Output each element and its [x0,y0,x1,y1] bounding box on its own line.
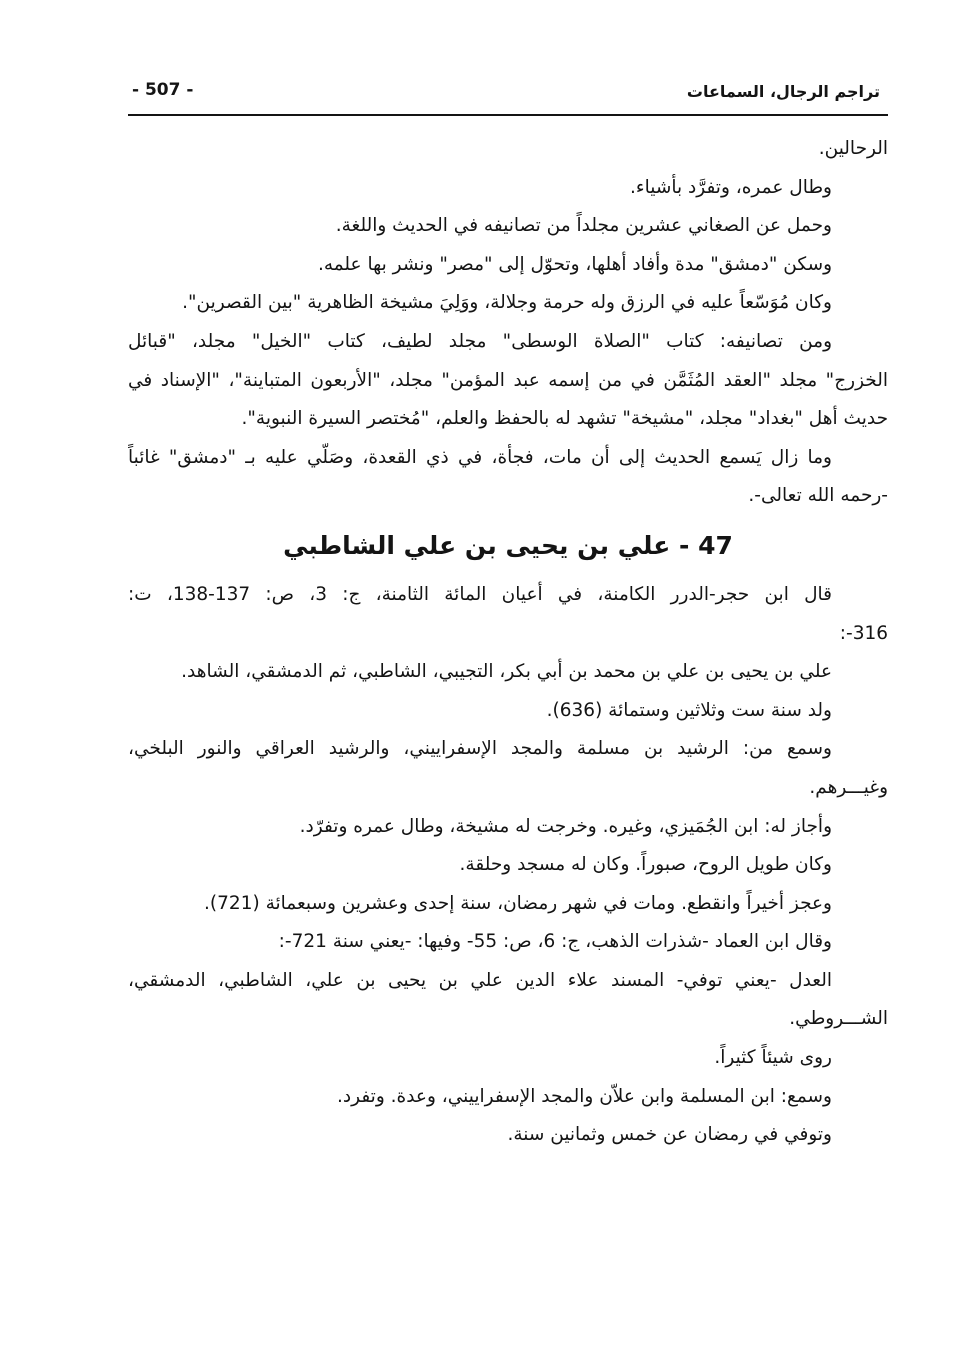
text-line: روى شيئاً كثيراً. [714,1047,832,1069]
text-line: وأجاز له: ابن الجُمَيزي، وغيره. وخرجت له مشيخة، وطال عمره وتفرّد. [299,815,832,837]
text-line: وغيـــرهم. [809,776,888,798]
text-line: وتوفي في رمضان عن خمس وثمانين سنة. [507,1124,832,1146]
text-line: وعجز أخيراً وانقطع. ومات في شهر رمضان، سنة إحدى وعشرين وسبعمائة (721). [204,892,832,914]
text-line: ومن تصانيفه: كتاب "الصلاة الوسطى" مجلد لطيف، كتاب "الخيل" مجلد، "قبائل [128,330,832,352]
text-line: الشـــروطي. [789,1008,888,1030]
text-line: حديث أهل "بغداد" مجلد، "مشيخة" تشهد له بالحفظ والعلم، "مُختصر السيرة النبوية". [241,408,888,430]
text-line: وطال عمره، وتفرَّد بأشياء. [630,176,832,198]
text-line: وما زال يَسمع الحديث إلى أن مات، فجأة، في ذي القعدة، وصَلّي عليه بـ "دمشق" غائباً [128,446,832,468]
header-rule [128,114,888,116]
text-line: وكان مُوَسّعاً عليه في الرزق وله حرمة وجلالة، ووَلِيَ مشيخة الظاهرية "بين القصرين". [182,292,832,314]
text-line: علي بن يحيى بن علي بن محمد بن أبي بكر، التجيبي، الشاطبي، ثم الدمشقي، الشاهد. [181,661,832,683]
entry-heading: 47 - علي بن يحيى بن علي الشاطبي [283,530,733,560]
previous-entry-continuation [128,130,888,516]
text-line: العدل -يعني توفي- المسند علاء الدين علي بن يحيى بن علي، الشاطبي، الدمشقي، [128,969,832,991]
text-line: 316-: [839,622,888,644]
page-body [128,130,888,1155]
text-line: وسمع: ابن المسلمة وابن علاّن والمجد الإسفراييني، وعدة. وتفرد. [337,1085,832,1107]
text-line: -رحمه الله تعالى-. [748,485,888,507]
page-header [128,68,888,116]
text-line: وكان طويل الروح، صبوراً. وكان له مسجد وحلقة. [459,854,832,876]
text-line: ولد سنة ست وثلاثين وستمائة (636). [546,699,832,721]
text-line: وحمل عن الصغاني عشرين مجلداً من تصانيفه في الحديث واللغة. [335,215,832,237]
page-number: - 507 - [132,80,194,100]
text-line: الرحالين. [818,138,888,159]
running-header-title: تراجم الرجال، السماعات [686,82,880,101]
text-line: وسكن "دمشق" مدة وأفاد أهلها، وتحوّل إلى "مصر" ونشر بها علمه. [317,253,832,275]
text-line: قال ابن حجر-الدرر الكامنة، في أعيان المائة الثامنة، ج: 3، ص: 137-138، ت: [128,583,832,605]
entry-47-body [128,576,888,1155]
text-line: الخزرج" مجلد "العقد المُثَمَّن في من إسمه عبد المؤمن" مجلد، "الأربعون المتباينة"، "الإسناد في [128,369,888,391]
text-line: وسمع من: الرشيد بن مسلمة والمجد الإسفراييني، والرشيد العراقي والنور البلخي، [128,738,832,760]
text-line: وقال ابن العماد -شذرات الذهب، ج: 6، ص: 55- وفيها: -يعني سنة 721-: [278,931,832,953]
